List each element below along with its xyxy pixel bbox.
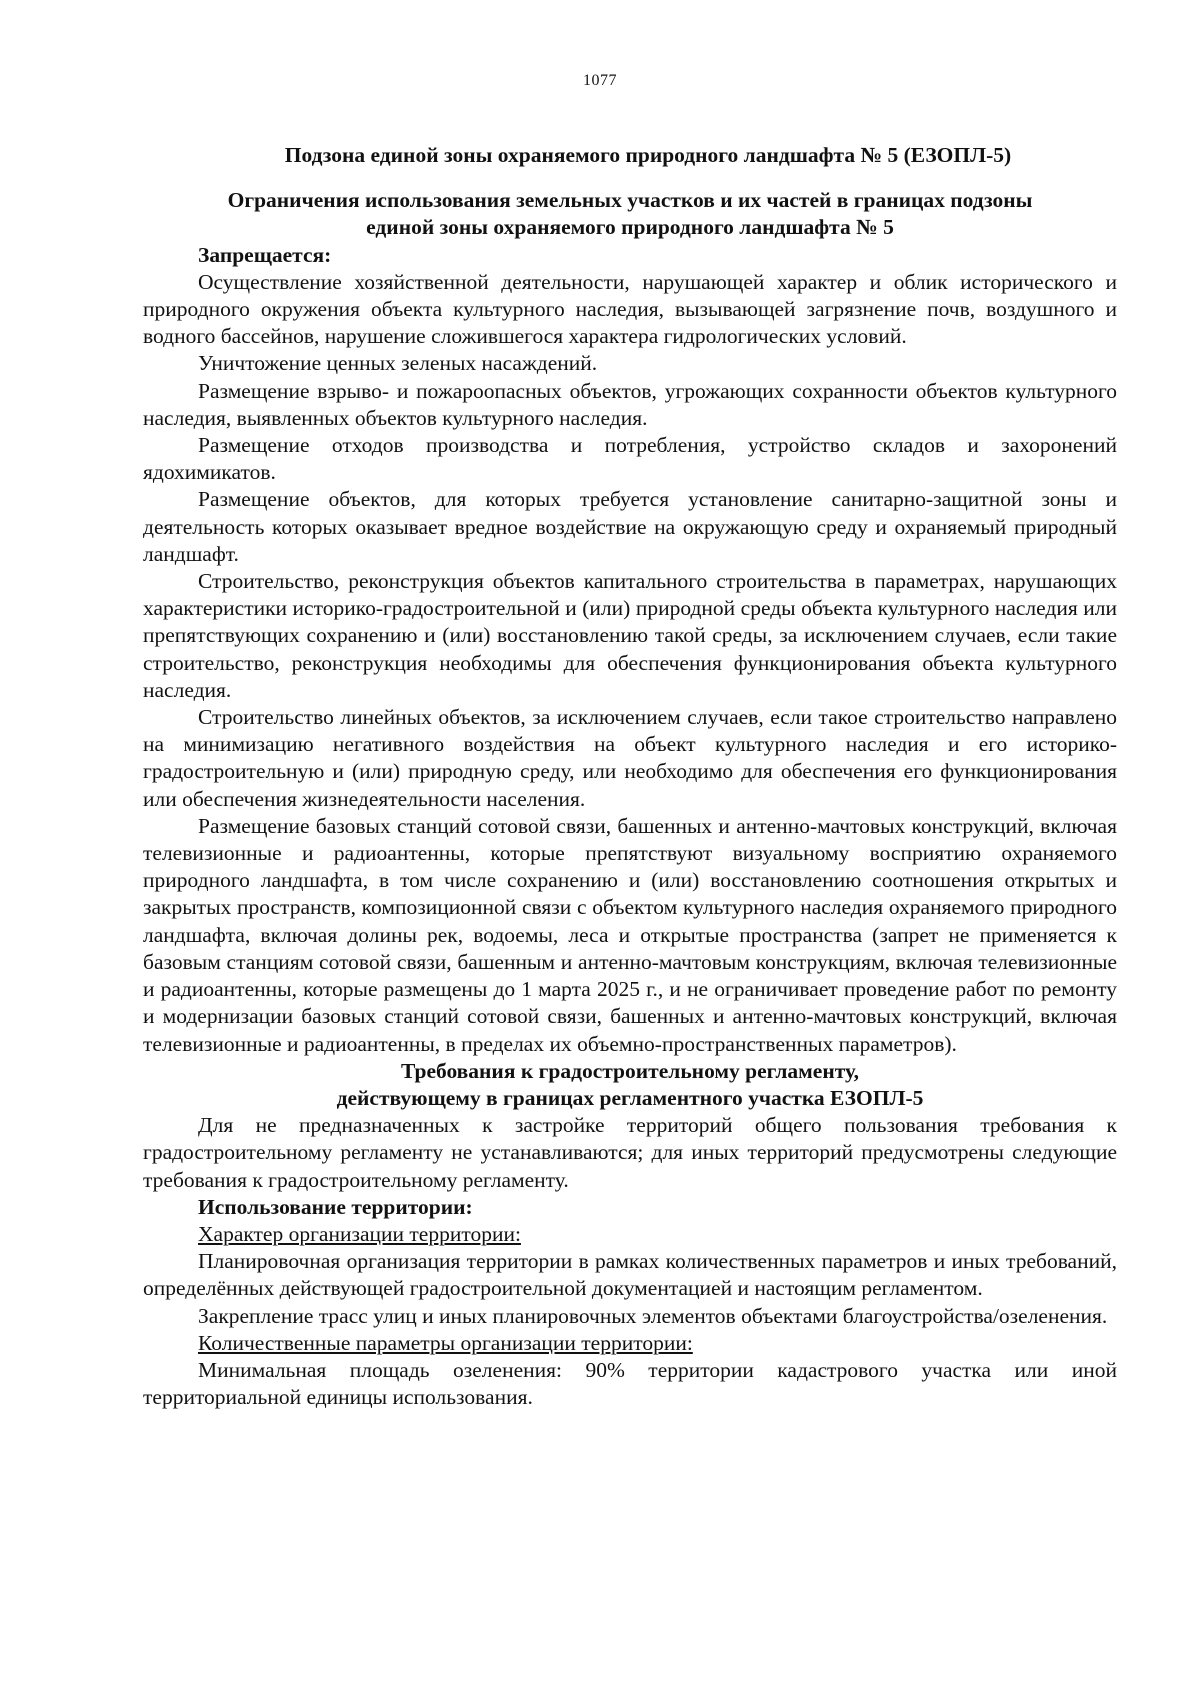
requirements-heading-line-2: действующему в границах регламентного участка ЕЗОПЛ-5	[336, 1085, 924, 1110]
section-subtitle-line-2: единой зоны охраняемого природного ландшафта № 5	[366, 215, 894, 240]
prohibition-item: Размещение базовых станций сотовой связи, башенных и антенно-мачтовых конструкций, включая телевизионные и радиоантенны, которые препятствуют визуальному восприятию охраняемого природного ландшафта, в том числе сохранению и (или) восстановлению соотношения открытых и закрытых пространств, композиционной связи с объектом культурного наследия охраняемого природного ландшафта, включая долины рек, водоемы, леса и открытые пространства (запрет не применяется к базовым станциям сотовой связи, башенным и антенно-мачтовым конструкциям, включая телевизионные и радиоантенны, которые размещены до 1 марта 2025 г., и не ограничивает проведение работ по ремонту и модернизации базовых станций сотовой связи, башенных и антенно-мачтовых конструкций, включая телевизионные и радиоантенны, в пределах их объемно-пространственных параметров).	[143, 813, 1117, 1056]
prohibition-item: Размещение взрыво- и пожароопасных объектов, угрожающих сохранности объектов культурного наследия, выявленных объектов культурного наследия.	[143, 378, 1117, 430]
prohibition-item: Строительство, реконструкция объектов капитального строительства в параметрах, нарушающих характеристики историко-градостроительной и (или) природной среды объекта культурного наследия или препятствующих сохранению и (или) восстановлению такой среды, за исключением случаев, если такие строительство, реконструкция необходимы для обеспечения функционирования объекта культурного наследия.	[143, 569, 1117, 702]
page-number: 1077	[583, 72, 617, 89]
section-subtitle-line-1: Ограничения использования земельных участков и их частей в границах подзоны	[227, 188, 1033, 213]
prohibited-label: Запрещается:	[198, 242, 332, 267]
prohibition-item: Осуществление хозяйственной деятельности, нарушающей характер и облик исторического и природного окружения объекта культурного наследия, вызывающей загрязнение почв, воздушного и водного бассейнов, нарушение сложившегося характера гидрологических условий.	[143, 269, 1117, 349]
prohibition-item: Строительство линейных объектов, за исключением случаев, если такое строительство направлено на минимизацию негативного воздействия на объект культурного наследия и его историко-градостроительную и (или) природную среду, или необходимо для обеспечения его функционирования или обеспечения жизнедеятельности населения.	[143, 705, 1117, 811]
territory-use-label: Использование территории:	[198, 1194, 473, 1219]
organization-item: Планировочная организация территории в рамках количественных параметров и иных требований, определённых действующей градостроительной документацией и настоящим регламентом.	[143, 1249, 1117, 1301]
organization-character-label: Характер организации территории:	[198, 1221, 521, 1246]
document-title: Подзона единой зоны охраняемого природного ландшафта № 5 (ЕЗОПЛ-5)	[284, 143, 1012, 167]
requirements-heading-line-1: Требования к градостроительному регламенту,	[400, 1058, 859, 1083]
prohibition-item: Размещение объектов, для которых требуется установление санитарно-защитной зоны и деятельность которых оказывает вредное воздействие на окружающую среду и охраняемый природный ландшафт.	[143, 487, 1117, 566]
prohibition-item: Размещение отходов производства и потребления, устройство складов и захоронений ядохимикатов.	[143, 433, 1117, 485]
requirements-intro: Для не предназначенных к застройке территорий общего пользования требования к градостроительному регламенту не устанавливаются; для иных территорий предусмотрены следующие требования к градостроительному регламенту.	[143, 1113, 1117, 1192]
quantitative-params-label: Количественные параметры организации территории:	[198, 1330, 693, 1355]
quantitative-item: Минимальная площадь озеленения: 90% территории кадастрового участка или иной территориальной единицы использования.	[143, 1357, 1117, 1410]
prohibition-item: Уничтожение ценных зеленых насаждений.	[198, 351, 598, 376]
document-body	[143, 142, 1117, 1411]
organization-item: Закрепление трасс улиц и иных планировочных элементов объектами благоустройства/озеленения.	[198, 1303, 1108, 1328]
